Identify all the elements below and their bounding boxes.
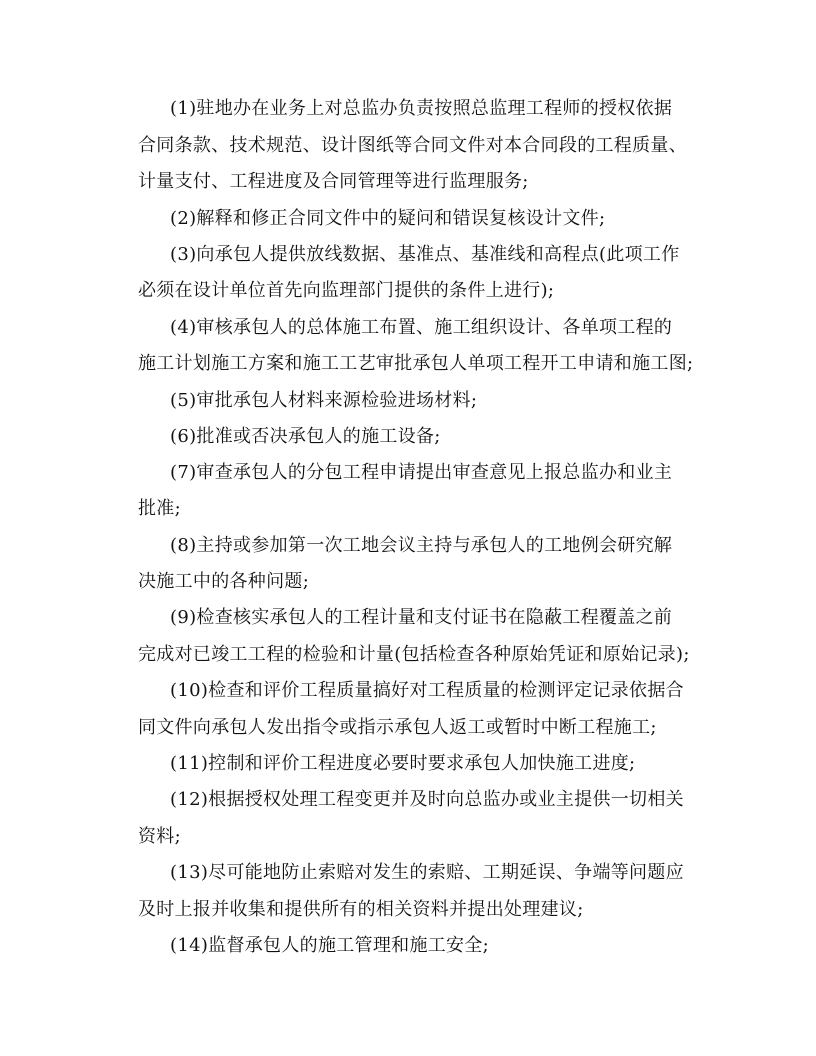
text-line: 施工计划施工方案和施工工艺审批承包人单项工程开工申请和施工图;: [138, 353, 694, 374]
text-line: 批准;: [138, 498, 181, 519]
text-line: (1)驻地办在业务上对总监办负责按照总监理工程师的授权依据: [170, 98, 673, 119]
text-line: (11)控制和评价工程进度必要时要求承包人加快施工进度;: [170, 753, 636, 774]
text-line: (2)解释和修正合同文件中的疑问和错误复核设计文件;: [170, 208, 606, 229]
text-line: (10)检查和评价工程质量搞好对工程质量的检测评定记录依据合: [170, 680, 684, 701]
text-line: (12)根据授权处理工程变更并及时向总监办或业主提供一切相关: [170, 789, 684, 810]
text-line: 资料;: [138, 826, 181, 847]
text-line: 完成对已竣工工程的检验和计量(包括检查各种原始凭证和原始记录);: [138, 644, 690, 665]
text-line: (14)监督承包人的施工管理和施工安全;: [170, 935, 490, 956]
text-line: 合同条款、技术规范、设计图纸等合同文件对本合同段的工程质量、: [138, 135, 687, 156]
text-line: 必须在设计单位首先向监理部门提供的条件上进行);: [138, 280, 555, 301]
text-line: 及时上报并收集和提供所有的相关资料并提出处理建议;: [138, 899, 584, 920]
text-line: (5)审批承包人材料来源检验进场材料;: [170, 390, 478, 411]
text-line: (7)审查承包人的分包工程申请提出审查意见上报总监办和业主: [170, 462, 673, 483]
text-line: (6)批准或否决承包人的施工设备;: [170, 426, 441, 447]
text-line: 计量支付、工程进度及合同管理等进行监理服务;: [138, 171, 529, 192]
text-line: (13)尽可能地防止索赔对发生的索赔、工期延误、争端等问题应: [170, 862, 684, 883]
text-line: (8)主持或参加第一次工地会议主持与承包人的工地例会研究解: [170, 535, 673, 556]
text-line: 同文件向承包人发出指令或指示承包人返工或暂时中断工程施工;: [138, 717, 657, 738]
text-line: (4)审核承包人的总体施工布置、施工组织设计、各单项工程的: [170, 317, 673, 338]
text-line: (3)向承包人提供放线数据、基准点、基准线和高程点(此项工作: [170, 244, 680, 265]
text-line: 决施工中的各种问题;: [138, 571, 310, 592]
text-line: (9)检查核实承包人的工程计量和支付证书在隐蔽工程覆盖之前: [170, 607, 673, 628]
